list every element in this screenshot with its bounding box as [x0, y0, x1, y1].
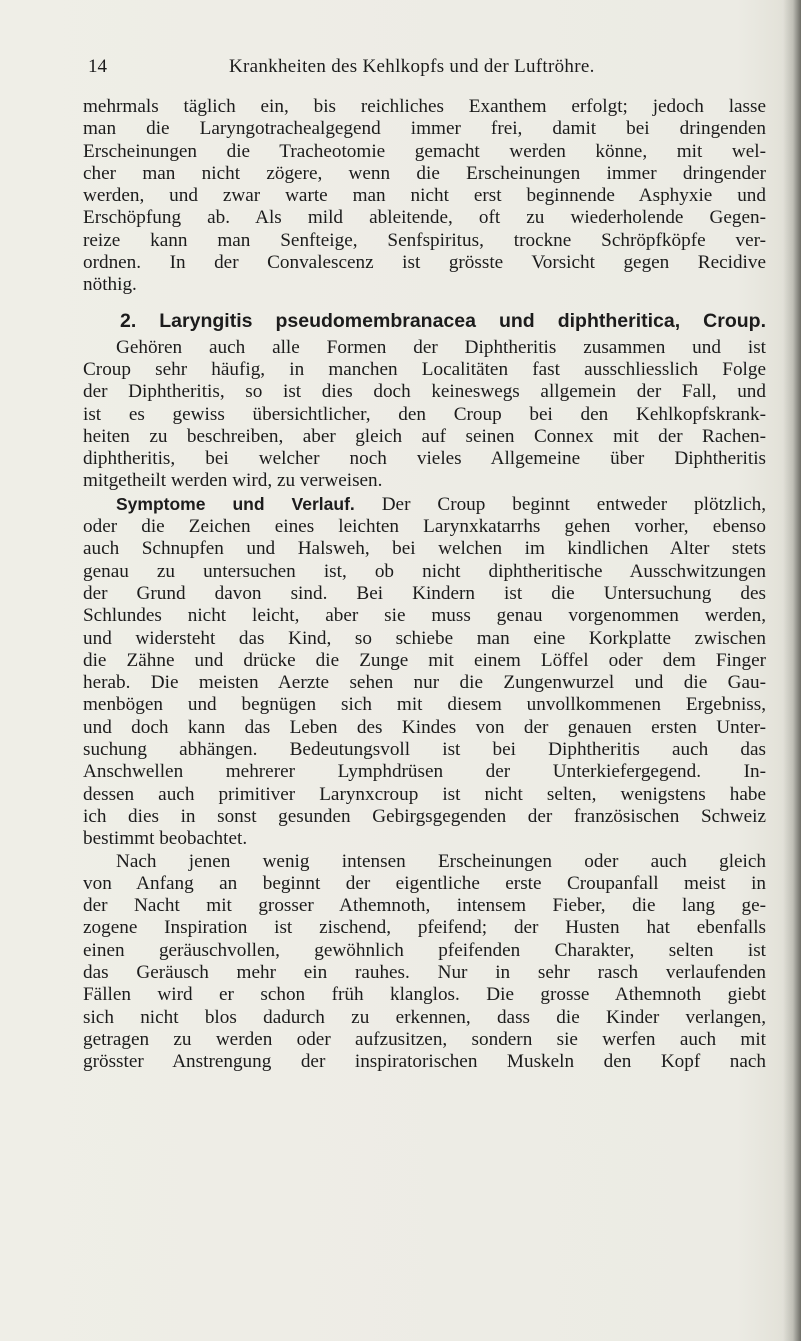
subheading-symptome: Symptome und Verlauf.: [116, 493, 355, 514]
text-line: Croup sehr häufig, in manchen Localitäten fast ausschliesslich Folge: [83, 358, 766, 380]
text-line: Erschöpfung ab. Als mild ableitende, oft zu wiederholende Gegen-: [83, 207, 766, 229]
text-line: ich dies in sonst gesunden Gebirgsgegenden der französischen Schweiz: [83, 805, 766, 827]
text-line: von Anfang an beginnt der eigentliche erste Croupanfall meist in: [83, 872, 766, 894]
text-line: die Zähne und drücke die Zunge mit einem Löffel oder dem Finger: [83, 649, 766, 671]
text-line: und doch kann das Leben des Kindes von der genauen ersten Unter-: [83, 716, 766, 738]
text-line: Schlundes nicht leicht, aber sie muss genau vorgenommen werden,: [83, 605, 766, 627]
text-line: Fällen wird er schon früh klanglos. Die grosse Athemnoth giebt: [83, 984, 766, 1006]
page-edge-shadow: [783, 0, 801, 1341]
text-line: bestimmt beobachtet.: [83, 828, 248, 850]
text-line: suchung abhängen. Bedeutungsvoll ist bei Diphtheritis auch das: [83, 739, 766, 761]
text-line: das Geräusch mehr ein rauhes. Nur in sehr rasch verlaufenden: [83, 961, 766, 983]
text-line: menbögen und begnügen sich mit diesem unvollkommenen Ergebniss,: [83, 694, 766, 716]
text-line: auch Schnupfen und Halsweh, bei welchen im kindlichen Alter stets: [83, 538, 766, 560]
text-line: Gehören auch alle Formen der Diphtheritis zusammen und ist: [116, 336, 766, 358]
text-line: getragen zu werden oder aufzusitzen, sondern sie werfen auch mit: [83, 1028, 766, 1050]
page-number: 14: [88, 56, 107, 77]
text-line: grösster Anstrengung der inspiratorischen Muskeln den Kopf nach: [83, 1051, 766, 1073]
text-line: man die Laryngotrachealgegend immer frei, damit bei dringenden: [83, 118, 766, 140]
section-heading: 2. Laryngitis pseudomembranacea und diphtheritica, Croup.: [120, 309, 766, 332]
text-line: reize kann man Senfteige, Senfspiritus, trockne Schröpfköpfe ver-: [83, 229, 766, 251]
text-line: cher man nicht zögere, wenn die Erscheinungen immer dringender: [83, 162, 766, 184]
text-line: der Grund davon sind. Bei Kindern ist die Untersuchung des: [83, 582, 766, 604]
page-header: [88, 50, 728, 84]
text-line: Nach jenen wenig intensen Erscheinungen oder auch gleich: [116, 850, 766, 872]
text-fragment: Der Croup beginnt entweder plötzlich,: [381, 493, 766, 515]
text-line: dessen auch primitiver Larynxcroup ist nicht selten, wenigstens habe: [83, 783, 766, 805]
text-line: [83, 493, 766, 516]
text-line: ordnen. In der Convalescenz ist grösste Vorsicht gegen Recidive: [83, 252, 766, 274]
text-line: zogene Inspiration ist zischend, pfeifend; der Husten hat ebenfalls: [83, 917, 766, 939]
text-line: nöthig.: [83, 274, 137, 296]
text-line: Anschwellen mehrerer Lymphdrüsen der Unterkiefergegend. In-: [83, 761, 766, 783]
text-line: der Diphtheritis, so ist dies doch keineswegs allgemein der Fall, und: [83, 381, 766, 403]
text-line: ist es gewiss übersichtlicher, den Croup bei den Kehlkopfskrank-: [83, 403, 766, 425]
text-line: oder die Zeichen eines leichten Larynxkatarrhs gehen vorher, ebenso: [83, 516, 766, 538]
text-line: werden, und zwar warte man nicht erst beginnende Asphyxie und: [83, 185, 766, 207]
paragraph-2: [83, 337, 766, 493]
text-line: genau zu untersuchen ist, ob nicht diphtheritische Ausschwitzungen: [83, 560, 766, 582]
text-line: heiten zu beschreiben, aber gleich auf seinen Connex mit der Rachen-: [83, 425, 766, 447]
running-head: Krankheiten des Kehlkopfs und der Luftröhre.: [229, 56, 595, 77]
text-line: sich nicht blos dadurch zu erkennen, dass die Kinder verlangen,: [83, 1006, 766, 1028]
paragraph-1: [83, 96, 766, 297]
text-line: und widersteht das Kind, so schiebe man eine Korkplatte zwischen: [83, 627, 766, 649]
text-line: diphtheritis, bei welcher noch vieles Allgemeine über Diphtheritis: [83, 448, 766, 470]
text-line: mitgetheilt werden wird, zu verweisen.: [83, 470, 383, 492]
text-line: mehrmals täglich ein, bis reichliches Exanthem erfolgt; jedoch lasse: [83, 96, 766, 117]
text-line: Erscheinungen die Tracheotomie gemacht werden könne, mit wel-: [83, 140, 766, 162]
text-line: einen geräuschvollen, gewöhnlich pfeifenden Charakter, selten ist: [83, 939, 766, 961]
paragraph-4: [83, 851, 766, 1074]
paragraph-3: [83, 493, 766, 851]
body-text: [83, 96, 766, 1073]
text-line: herab. Die meisten Aerzte sehen nur die Zungenwurzel und die Gau-: [83, 672, 766, 694]
text-line: der Nacht mit grosser Athemnoth, intensem Fieber, die lang ge-: [83, 895, 766, 917]
